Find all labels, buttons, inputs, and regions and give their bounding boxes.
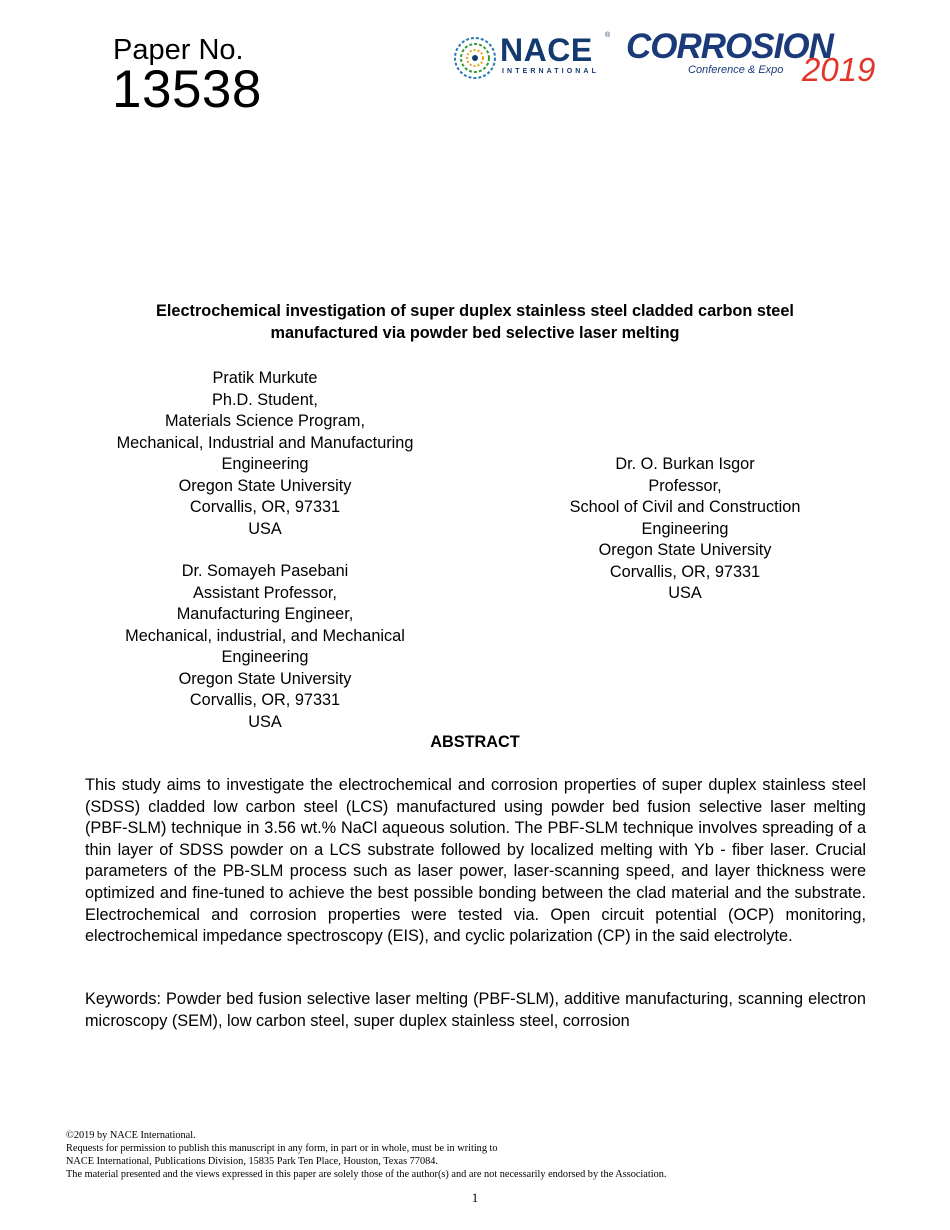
nace-subtitle: INTERNATIONAL bbox=[502, 68, 599, 75]
author-university: Oregon State University bbox=[178, 476, 352, 495]
registered-mark: ® bbox=[605, 32, 611, 39]
abstract-body: This study aims to investigate the electrochemical and corrosion properties of super duplex stainless steel (SDSS) cladded low carbon steel (LCS) manufactured using powder bed fusion selective laser melting (PBF-SLM) technique in 3.56 wt.% NaCl aqueous solution. The PBF-SLM technique involves spreading of a thin layer of SDSS powder on a LCS substrate followed by localized melting with Yb - fiber laser. Crucial parameters of the PB-SLM process such as laser power, laser-scanning speed, and layer thickness were optimized and fine-tuned to achieve the best possible bonding between the clad material and the substrate. Electrochemical and corrosion properties were tested via. Open circuit potential (OCP) monitoring, electrochemical impedance spectroscopy (EIS), and cyclic polarization (CP) in the said electrolyte. bbox=[85, 776, 866, 946]
address-line: NACE International, Publications Division, 15835 Park Ten Place, Houston, Texas 77084. bbox=[66, 1156, 438, 1167]
author-affiliation bbox=[70, 561, 460, 733]
author-role: Manufacturing Engineer, bbox=[176, 605, 354, 623]
paper-number-label: Paper No. bbox=[113, 34, 244, 66]
author-university: Oregon State University bbox=[178, 669, 352, 688]
author-position: Assistant Professor, bbox=[193, 583, 337, 602]
author-position: Ph.D. Student, bbox=[212, 390, 318, 409]
author-affiliation bbox=[510, 454, 860, 605]
author-city: Corvallis, OR, 97331 bbox=[189, 691, 341, 709]
author-department: School of Civil and Construction bbox=[569, 498, 801, 516]
paper-title bbox=[60, 300, 890, 344]
conference-year: 2019 bbox=[802, 51, 876, 88]
permission-line: Requests for permission to publish this manuscript in any form, in part or in whole, must be in writing to bbox=[66, 1143, 498, 1154]
paper-number: 13538 bbox=[112, 60, 262, 119]
author-city: Corvallis, OR, 97331 bbox=[189, 498, 341, 516]
author-name: Pratik Murkute bbox=[212, 369, 318, 387]
author-position: Professor, bbox=[648, 476, 722, 495]
author-department: Engineering bbox=[221, 455, 309, 473]
author-department: Mechanical, industrial, and Mechanical bbox=[125, 626, 405, 645]
author-department: Mechanical, Industrial and Manufacturing bbox=[116, 433, 414, 452]
corrosion-wordmark: CORROSION bbox=[626, 27, 833, 66]
nace-logo bbox=[453, 34, 613, 80]
author-country: USA bbox=[248, 712, 282, 731]
author-affiliation bbox=[70, 368, 460, 540]
title-line: manufactured via powder bed selective laser melting bbox=[270, 324, 680, 342]
author-department: Engineering bbox=[221, 648, 309, 666]
author-country: USA bbox=[668, 584, 702, 602]
copyright-line: ©2019 by NACE International. bbox=[66, 1130, 196, 1141]
globe-icon bbox=[453, 36, 497, 80]
keywords: Keywords: Powder bed fusion selective laser melting (PBF-SLM), additive manufacturing, scanning electron microscopy (SEM), low carbon steel, super duplex stainless steel, corrosion bbox=[85, 990, 866, 1030]
nace-wordmark: NACE bbox=[500, 32, 593, 68]
author-city: Corvallis, OR, 97331 bbox=[609, 562, 761, 581]
page-number: 1 bbox=[471, 1190, 479, 1205]
author-name: Dr. O. Burkan Isgor bbox=[615, 455, 755, 473]
author-country: USA bbox=[248, 519, 282, 538]
author-department: Engineering bbox=[641, 519, 729, 538]
title-line: Electrochemical investigation of super duplex stainless steel cladded carbon steel bbox=[156, 302, 794, 320]
author-program: Materials Science Program, bbox=[165, 412, 365, 430]
author-university: Oregon State University bbox=[598, 541, 772, 559]
abstract-heading: ABSTRACT bbox=[430, 733, 520, 751]
disclaimer-line: The material presented and the views expressed in this paper are solely those of the author(s) and are not necessarily endorsed by the Association. bbox=[66, 1169, 667, 1180]
copyright-footer bbox=[66, 1129, 886, 1181]
corrosion-conference-logo bbox=[626, 28, 886, 88]
conference-subtitle: Conference & Expo bbox=[688, 64, 784, 76]
author-name: Dr. Somayeh Pasebani bbox=[181, 562, 349, 580]
